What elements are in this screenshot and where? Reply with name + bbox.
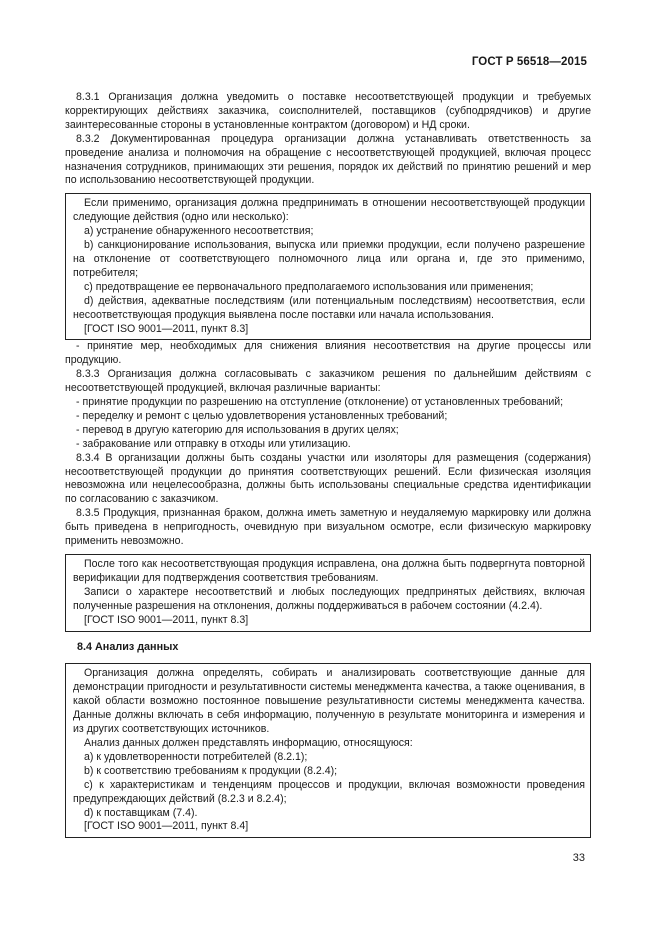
paragraph-dash-item: - принятие продукции по разрешению на отступление (отклонение) от установленных требований; — [76, 396, 564, 409]
quote-list-item: c) к характеристикам и тенденциям процессов и продукции, включая возможности проведения предупреждающих действий (8.2.3 и 8.2.4); — [73, 778, 585, 805]
paragraph-8-3-1: 8.3.1 Организация должна уведомить о поставке несоответствующей продукции и требуемых корректирующих действиях заказчика, соисполнителей, поставщиков (субподрядчиков) и другие заинтересованные стороны в установленные контрактом (договором) и НД сроки. — [65, 91, 591, 131]
quote-list-item: a) к удовлетворенности потребителей (8.2.1); — [84, 750, 308, 763]
paragraph-dash-item: - забракование или отправку в отходы или утилизацию. — [76, 437, 351, 450]
quote-box-iso-8-3-records — [65, 554, 591, 632]
page-content — [65, 91, 591, 838]
paragraph-dash-item: - переделку и ремонт с целью удовлетворения установленных требований; — [76, 409, 448, 422]
quote-paragraph: Если применимо, организация должна предпринимать в отношении несоответствующей продукции следующие действия (одно или несколько): — [73, 197, 585, 224]
paragraph-dash-item: - принятие мер, необходимых для снижения влияния несоответствия на другие процессы или продукцию. — [65, 340, 591, 367]
quote-paragraph: После того как несоответствующая продукция исправлена, она должна быть подвергнута повторной верификации для подтверждения соответствия требованиям. — [73, 558, 585, 584]
quote-reference: [ГОСТ ISO 9001—2011, пункт 8.3] — [84, 322, 249, 335]
quote-box-iso-8-4 — [65, 663, 591, 838]
quote-list-item: d) действия, адекватные последствиям (или потенциальным последствиям) несоответствия, если несоответствующая продукция выявлена после поставки или начала использования. — [73, 294, 585, 321]
quote-reference: [ГОСТ ISO 9001—2011, пункт 8.4] — [84, 820, 249, 833]
quote-list-item: c) предотвращение ее первоначального предполагаемого использования или применения; — [84, 280, 534, 293]
document-header: ГОСТ Р 56518—2015 — [471, 56, 587, 68]
quote-list-item: d) к поставщикам (7.4). — [84, 806, 198, 819]
quote-list-item: b) санкционирование использования, выпуска или приемки продукции, если получено разрешение на отклонение от соответствующего полномочного лица или органа и, где это применимо, потребителя; — [73, 239, 585, 279]
quote-paragraph: Записи о характере несоответствий и любых последующих предпринятых действиях, включая полученные разрешения на отклонения, должны поддерживаться в рабочем состоянии (4.2.4). — [73, 585, 585, 612]
paragraph-8-3-5: 8.3.5 Продукция, признанная браком, должна иметь заметную и неудаляемую маркировку или должна быть приведена в непригодность, очевидную при визуальном осмотре, если физическую маркировку применить невозможно. — [65, 507, 591, 548]
page-number: 33 — [572, 852, 585, 864]
quote-list-item: a) устранение обнаруженного несоответствия; — [84, 225, 314, 238]
paragraph-dash-item: - перевод в другую категорию для использования в других целях; — [76, 423, 399, 436]
paragraph-8-3-2: 8.3.2 Документированная процедура организации должна устанавливать ответственность за проведение анализа и полномочия на обращение с несоответствующей продукцией, включая процесс назначения сотрудников, принимающих эти решения, порядок их действий по принятию решений и мер по использованию несоответствующей продукции. — [65, 132, 591, 187]
paragraph-8-3-3: 8.3.3 Организация должна согласовывать с заказчиком решения по дальнейшим действиям с несоответствующей продукцией, включая различные варианты: — [65, 368, 591, 395]
quote-box-iso-8-3-actions — [65, 193, 591, 340]
quote-paragraph: Организация должна определять, собирать и анализировать соответствующие данные для демонстрации пригодности и результативности системы менеджмента качества, а также оценивания, в какой области возможно постоянное повышение результативности системы менеджмента качества. Данные должны включать в себя информацию, полученную в результате мониторинга и измерения и из других соответствующих источников. — [73, 667, 585, 736]
quote-paragraph: Анализ данных должен представлять информацию, относящуюся: — [84, 736, 413, 749]
paragraph-8-3-4: 8.3.4 В организации должны быть созданы участки или изоляторы для размещения (содержания) несоответствующей продукции до принятия соответствующих решений. Если физическая изоляция невозможна или нецелесообразна, должны быть использованы специальные средства идентификации по согласованию с заказчиком. — [65, 451, 591, 506]
quote-reference: [ГОСТ ISO 9001—2011, пункт 8.3] — [84, 613, 249, 626]
quote-list-item: b) к соответствию требованиям к продукции (8.2.4); — [84, 764, 338, 777]
section-title-8-4: 8.4 Анализ данных — [77, 640, 179, 653]
